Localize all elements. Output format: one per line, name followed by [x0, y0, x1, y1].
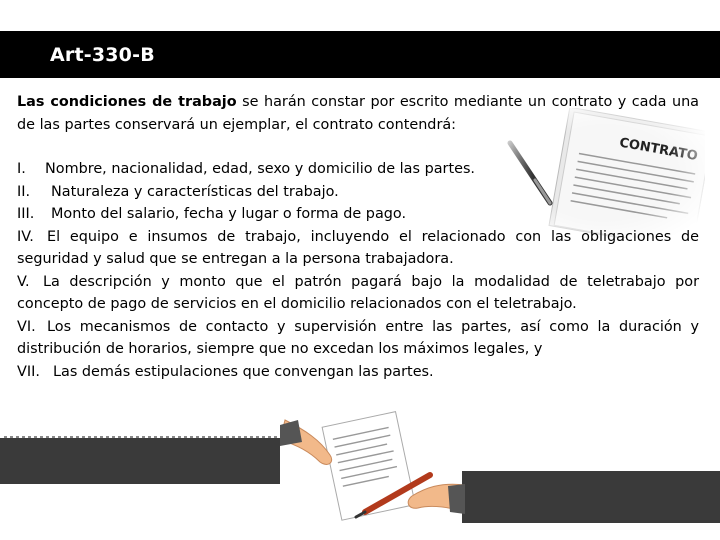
list-item: VII. Las demás estipulaciones que convengan las partes. [17, 363, 434, 380]
list-item: VI. Los mecanismos de contacto y supervisión entre las partes, así como la duración y distribución de horarios, siempre que no excedan los máximos legales, y [17, 318, 699, 357]
list-item: I. Nombre, nacionalidad, edad, sexo y domicilio de las partes. [17, 161, 476, 177]
intro-bold: Las condiciones de trabajo [17, 94, 237, 110]
slide-title: Art-330-B [50, 44, 155, 66]
intro-text: se harán constar por escrito mediante un contrato y cada una de las partes conservará un ejemplar, el contrato contendrá: [17, 94, 700, 133]
list-item: II. Naturaleza y características del trabajo. [17, 183, 339, 200]
list-item: III. Monto del salario, fecha y lugar o forma de pago. [17, 206, 407, 222]
hand-right-icon [408, 484, 465, 514]
intro-paragraph [17, 91, 699, 136]
article-body [17, 91, 699, 383]
list-item: IV. El equipo e insumos de trabajo, incluyendo el relacionado con las obligaciones de seguridad y salud que se entregan a la persona trabajadora. [17, 228, 699, 267]
bottom-bar-left [0, 438, 280, 484]
list-item: V. La descripción y monto que el patrón pagará bajo la modalidad de teletrabajo por concepto de pago de servicios en el domicilio relacionados con el teletrabajo. [17, 273, 699, 312]
bottom-bar-right [462, 471, 720, 523]
signing-hands-illustration [280, 400, 465, 540]
